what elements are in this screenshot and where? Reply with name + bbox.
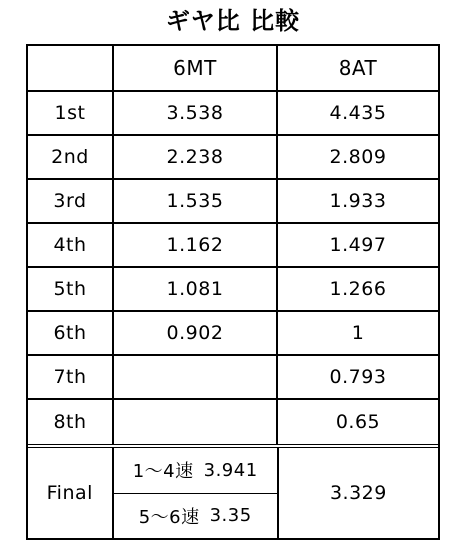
final-6mt-value-a: 3.941: [203, 459, 258, 481]
final-8at-value: 3.329: [329, 482, 387, 504]
ratio-8at: 1.266: [329, 278, 387, 300]
header-6mt: 6MT: [114, 46, 278, 90]
ratio-6mt: [114, 356, 278, 398]
ratio-6mt: 3.538: [114, 92, 278, 134]
final-label: Final: [28, 448, 114, 538]
final-6mt-gears-1-4: [114, 448, 277, 494]
table-header-row: [28, 46, 438, 92]
table-row: [28, 136, 438, 180]
gear-label: 5th: [28, 268, 114, 310]
gear-label: 3rd: [28, 180, 114, 222]
ratio-6mt: [114, 400, 278, 444]
final-6mt-gears-5-6: [114, 494, 277, 539]
header-corner-cell: [28, 46, 114, 90]
ratio-8at: 1.933: [329, 190, 387, 212]
ratio-8at: 1: [351, 322, 365, 344]
ratio-8at: 2.809: [329, 146, 387, 168]
gear-label: 7th: [28, 356, 114, 398]
gear-label: 1st: [28, 92, 114, 134]
ratio-6mt: 0.902: [114, 312, 278, 354]
table-title: ギヤ比 比較: [165, 7, 301, 35]
table-row: [28, 92, 438, 136]
ratio-6mt: 2.238: [114, 136, 278, 178]
gear-label: 4th: [28, 224, 114, 266]
ratio-6mt: 1.081: [114, 268, 278, 310]
gear-label: 2nd: [28, 136, 114, 178]
gear-ratio-table: [26, 44, 440, 540]
gear-label: 8th: [28, 400, 114, 444]
final-drive-row: [28, 444, 438, 538]
final-6mt-range-b: 5～6速: [138, 506, 200, 528]
table-row: [28, 400, 438, 444]
final-6mt-split-cell: [114, 448, 279, 538]
table-row: [28, 312, 438, 356]
ratio-6mt: 1.162: [114, 224, 278, 266]
table-row: [28, 224, 438, 268]
ratio-6mt: 1.535: [114, 180, 278, 222]
table-row: [28, 268, 438, 312]
ratio-8at: 4.435: [329, 102, 387, 124]
final-6mt-range-a: 1～4速: [132, 461, 194, 483]
gear-label: 6th: [28, 312, 114, 354]
table-row: [28, 356, 438, 400]
ratio-8at: 0.793: [329, 366, 387, 388]
ratio-8at: 0.65: [335, 411, 381, 433]
ratio-8at: 1.497: [329, 234, 387, 256]
table-row: [28, 180, 438, 224]
header-8at: 8AT: [338, 56, 378, 80]
final-6mt-value-b: 3.35: [209, 505, 252, 527]
